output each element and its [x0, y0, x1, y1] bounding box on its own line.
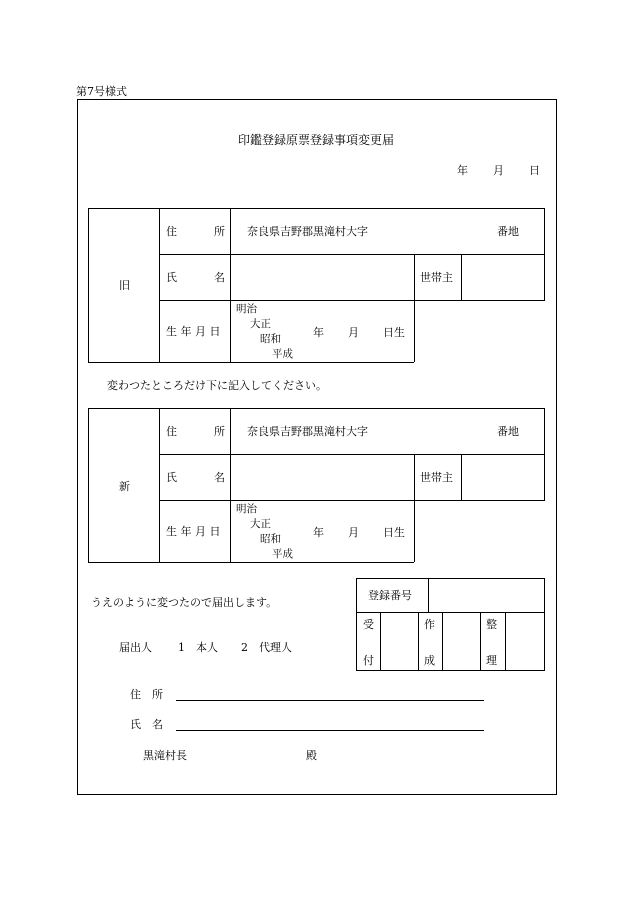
- created-label-1: 作: [424, 618, 435, 631]
- old-name-label-1: 氏: [166, 271, 177, 284]
- form-number-label: 第7号様式: [76, 85, 127, 98]
- applicant-option-1-number: 1: [178, 641, 185, 654]
- old-birth-year: 年: [313, 326, 324, 339]
- old-era-meiji: 明治: [236, 303, 257, 315]
- organized-label-2: 理: [486, 654, 497, 667]
- signature-name-line: [176, 730, 484, 731]
- old-era-showa: 昭和: [260, 333, 281, 345]
- new-section-label: 新: [119, 480, 130, 493]
- new-address-value: 奈良県吉野郡黒滝村大字: [247, 425, 368, 438]
- date-year-label: 年: [457, 164, 468, 177]
- received-label-1: 受: [363, 618, 374, 631]
- old-household-head-label: 世帯主: [420, 271, 453, 284]
- organized-label-1: 整: [486, 618, 497, 631]
- old-era-heisei: 平成: [272, 348, 293, 360]
- signature-address-label: 住 所: [130, 688, 163, 701]
- old-address-label-2: 所: [214, 225, 225, 238]
- addressee-title: 黒滝村長: [143, 749, 187, 762]
- new-birth-year: 年: [313, 526, 324, 539]
- old-birth-label: 生 年 月 日: [166, 325, 221, 338]
- date-day-label: 日: [529, 164, 540, 177]
- old-address-value: 奈良県吉野郡黒滝村大字: [247, 225, 368, 238]
- new-address-label-2: 所: [214, 425, 225, 438]
- date-month-label: 月: [493, 164, 504, 177]
- applicant-label: 届出人: [119, 641, 152, 654]
- new-era-showa: 昭和: [260, 533, 281, 545]
- old-address-label-1: 住: [166, 225, 177, 238]
- form-title: 印鑑登録原票登録事項変更届: [238, 133, 395, 147]
- old-name-label-2: 名: [214, 271, 225, 284]
- declaration-text: うえのように変つたので届出します。: [91, 596, 278, 609]
- new-era-heisei: 平成: [272, 548, 293, 560]
- old-era-taisho: 大正: [250, 318, 271, 330]
- change-note: 変わつたところだけ下に記入してください。: [107, 379, 327, 392]
- new-era-meiji: 明治: [236, 503, 257, 515]
- received-label-2: 付: [363, 654, 374, 667]
- new-birth-day: 日生: [383, 526, 405, 539]
- signature-address-line: [176, 700, 484, 701]
- applicant-option-2-text: 代理人: [259, 641, 292, 654]
- new-name-label-2: 名: [214, 471, 225, 484]
- new-birth-label: 生 年 月 日: [166, 525, 221, 538]
- applicant-option-2-number: 2: [241, 641, 248, 654]
- signature-name-label: 氏 名: [130, 718, 163, 731]
- addressee-honorific: 殿: [306, 749, 317, 762]
- new-birth-month: 月: [348, 526, 359, 539]
- old-address-suffix: 番地: [497, 225, 519, 238]
- applicant-option-1-text: 本人: [196, 641, 218, 654]
- new-name-label-1: 氏: [166, 471, 177, 484]
- new-era-taisho: 大正: [250, 518, 271, 530]
- new-address-suffix: 番地: [497, 425, 519, 438]
- new-household-head-label: 世帯主: [420, 471, 453, 484]
- created-label-2: 成: [424, 654, 435, 667]
- old-birth-month: 月: [348, 326, 359, 339]
- old-birth-day: 日生: [383, 326, 405, 339]
- old-section-label: 旧: [119, 279, 130, 292]
- registration-number-label: 登録番号: [368, 589, 412, 602]
- new-address-label-1: 住: [166, 425, 177, 438]
